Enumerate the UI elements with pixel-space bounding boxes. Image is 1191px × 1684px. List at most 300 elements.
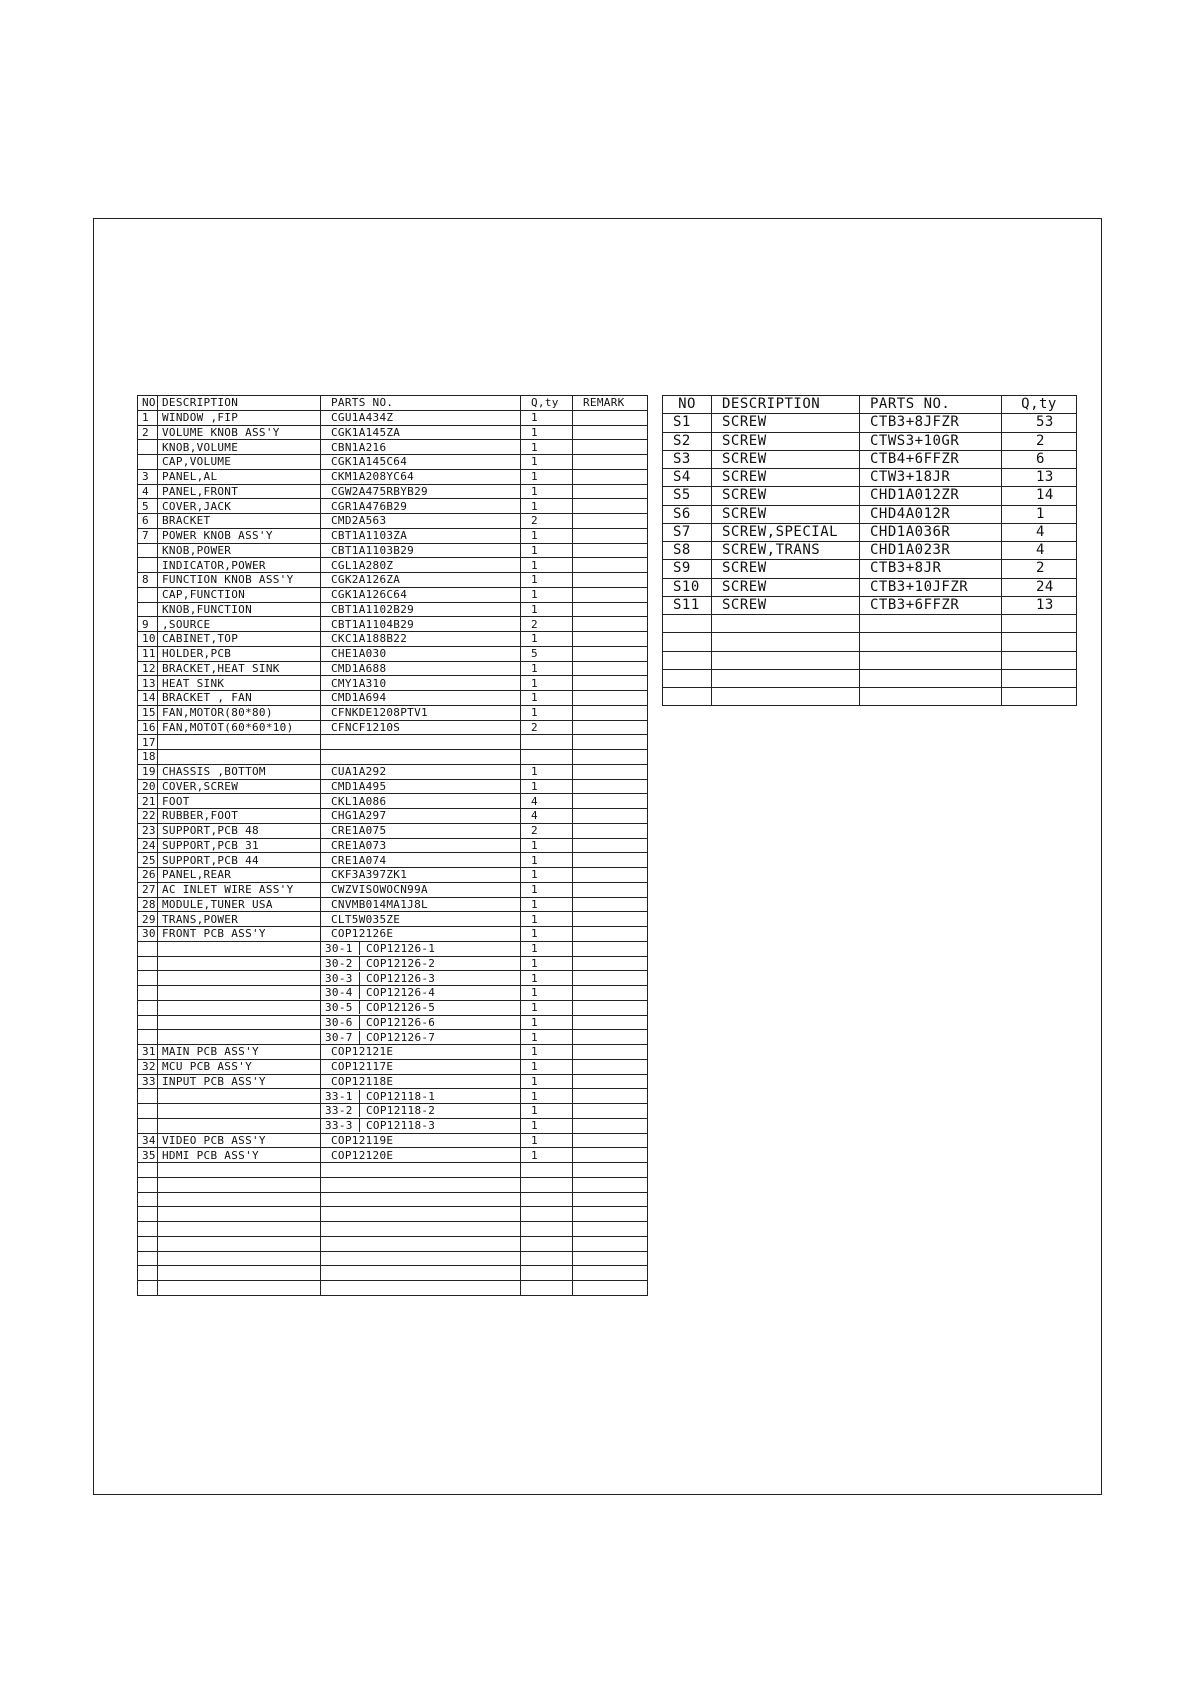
cell-qty: 4	[1002, 523, 1077, 541]
cell-remark	[573, 986, 648, 1001]
cell-no: 7	[138, 528, 158, 543]
table-row	[138, 897, 648, 912]
cell-qty: 1	[521, 1015, 573, 1030]
cell-sub-no: 30-6	[325, 1016, 360, 1029]
cell-sub-part: COP12126-6	[366, 1015, 436, 1029]
table-row	[138, 720, 648, 735]
cell-parts-no: CBT1A1102B29	[321, 602, 521, 617]
cell-sub-part: COP12118-1	[366, 1089, 436, 1103]
cell-qty: 1	[1002, 505, 1077, 523]
cell-sub-part: COP12126-5	[366, 1001, 436, 1015]
cell-qty: 1	[521, 853, 573, 868]
cell-parts-no: CHG1A297	[321, 809, 521, 824]
cell-no	[138, 941, 158, 956]
cell-remark	[573, 455, 648, 470]
table-row	[663, 487, 1077, 505]
cell-parts-no: CGU1A434Z	[321, 410, 521, 425]
cell-no	[138, 1104, 158, 1119]
cell-remark	[573, 1177, 648, 1192]
cell-qty: 1	[521, 956, 573, 971]
cell-remark	[573, 1045, 648, 1060]
cell-qty: 1	[521, 499, 573, 514]
cell-remark	[573, 573, 648, 588]
cell-no: 11	[138, 646, 158, 661]
cell-remark	[573, 1281, 648, 1296]
cell-remark	[573, 705, 648, 720]
cell-parts-no: CGL1A280Z	[321, 558, 521, 573]
cell-parts-no: COP12121E	[321, 1045, 521, 1060]
cell-qty	[521, 1163, 573, 1178]
cell-no: 29	[138, 912, 158, 927]
cell-sub-no: 30-4	[325, 986, 360, 999]
cell-parts-no: CBT1A1104B29	[321, 617, 521, 632]
table-row	[138, 1251, 648, 1266]
cell-qty: 1	[521, 573, 573, 588]
table-row	[138, 912, 648, 927]
table-row	[138, 823, 648, 838]
cell-no: 31	[138, 1045, 158, 1060]
cell-remark	[573, 838, 648, 853]
cell-no: 25	[138, 853, 158, 868]
cell-no	[138, 1192, 158, 1207]
cell-qty: 1	[521, 1148, 573, 1163]
cell-remark	[573, 1118, 648, 1133]
cell-remark	[573, 764, 648, 779]
header-parts-no: PARTS NO.	[321, 396, 521, 411]
cell-qty: 2	[521, 720, 573, 735]
cell-description: CHASSIS ,BOTTOM	[158, 764, 321, 779]
cell-no	[138, 1030, 158, 1045]
cell-no: 22	[138, 809, 158, 824]
cell-qty: 1	[521, 691, 573, 706]
cell-qty: 1	[521, 868, 573, 883]
cell-parts-no	[321, 1015, 521, 1030]
table-row	[138, 705, 648, 720]
cell-description: KNOB,POWER	[158, 543, 321, 558]
cell-remark	[573, 528, 648, 543]
cell-no: 2	[138, 425, 158, 440]
cell-parts-no: CGW2A475RBYB29	[321, 484, 521, 499]
cell-description: WINDOW ,FIP	[158, 410, 321, 425]
cell-description	[158, 1192, 321, 1207]
cell-qty: 1	[521, 1045, 573, 1060]
cell-remark	[573, 809, 648, 824]
cell-remark	[573, 794, 648, 809]
cell-description	[158, 1015, 321, 1030]
cell-parts-no	[321, 1251, 521, 1266]
table-row	[138, 1118, 648, 1133]
header-qty: Q,ty	[521, 396, 573, 411]
cell-parts-no	[321, 735, 521, 750]
cell-description	[158, 956, 321, 971]
cell-parts-no: CTWS3+10GR	[860, 432, 1002, 450]
cell-parts-no: COP12120E	[321, 1148, 521, 1163]
cell-no	[138, 440, 158, 455]
cell-remark	[573, 735, 648, 750]
cell-description	[158, 1207, 321, 1222]
cell-parts-no: CTB3+8JR	[860, 560, 1002, 578]
table-row	[138, 838, 648, 853]
cell-remark	[573, 661, 648, 676]
table-row	[138, 1015, 648, 1030]
table-row	[138, 735, 648, 750]
table-row	[138, 543, 648, 558]
cell-description: SCREW	[712, 414, 860, 432]
table-row	[138, 1222, 648, 1237]
cell-remark	[573, 1192, 648, 1207]
cell-parts-no: CHE1A030	[321, 646, 521, 661]
cell-parts-no	[321, 1104, 521, 1119]
cell-description	[158, 735, 321, 750]
cell-parts-no: COP12118E	[321, 1074, 521, 1089]
cell-sub-no: 33-1	[325, 1090, 360, 1103]
cell-remark	[573, 425, 648, 440]
cell-parts-no: CHD1A023R	[860, 542, 1002, 560]
table-row	[138, 1177, 648, 1192]
cell-qty: 2	[1002, 560, 1077, 578]
screw-list-table	[662, 395, 1077, 706]
cell-no	[138, 971, 158, 986]
cell-no: 20	[138, 779, 158, 794]
cell-remark	[573, 1059, 648, 1074]
cell-remark	[573, 882, 648, 897]
cell-description	[158, 1281, 321, 1296]
cell-qty: 1	[521, 1074, 573, 1089]
cell-parts-no	[860, 633, 1002, 651]
cell-no: 21	[138, 794, 158, 809]
cell-no	[138, 587, 158, 602]
cell-no: 19	[138, 764, 158, 779]
cell-no: S11	[663, 596, 712, 614]
cell-parts-no: CGR1A476B29	[321, 499, 521, 514]
cell-no: 33	[138, 1074, 158, 1089]
cell-no	[138, 558, 158, 573]
cell-parts-no: CFNKDE1208PTV1	[321, 705, 521, 720]
cell-qty: 2	[521, 514, 573, 529]
cell-qty: 1	[521, 1104, 573, 1119]
cell-parts-no	[860, 615, 1002, 633]
cell-description: INPUT PCB ASS'Y	[158, 1074, 321, 1089]
table-row	[138, 1148, 648, 1163]
cell-qty: 1	[521, 1000, 573, 1015]
cell-description: FOOT	[158, 794, 321, 809]
cell-qty: 1	[521, 528, 573, 543]
cell-qty: 1	[521, 941, 573, 956]
cell-no: 5	[138, 499, 158, 514]
table-row	[138, 1045, 648, 1060]
cell-description: SCREW	[712, 487, 860, 505]
cell-description: MAIN PCB ASS'Y	[158, 1045, 321, 1060]
cell-no	[138, 1015, 158, 1030]
cell-no: 16	[138, 720, 158, 735]
cell-description: COVER,JACK	[158, 499, 321, 514]
table-row	[138, 809, 648, 824]
cell-parts-no: CBT1A1103ZA	[321, 528, 521, 543]
cell-parts-no: CGK1A126C64	[321, 587, 521, 602]
cell-parts-no: CTB3+6FFZR	[860, 596, 1002, 614]
cell-parts-no: CGK2A126ZA	[321, 573, 521, 588]
cell-description: HOLDER,PCB	[158, 646, 321, 661]
cell-parts-no	[321, 1089, 521, 1104]
cell-no: 17	[138, 735, 158, 750]
cell-qty: 1	[521, 912, 573, 927]
cell-no	[138, 1222, 158, 1237]
cell-no: 28	[138, 897, 158, 912]
cell-qty: 1	[521, 779, 573, 794]
cell-qty: 1	[521, 440, 573, 455]
cell-description	[158, 1177, 321, 1192]
cell-qty: 13	[1002, 596, 1077, 614]
cell-qty: 1	[521, 1118, 573, 1133]
table-row	[663, 560, 1077, 578]
cell-parts-no: CKM1A208YC64	[321, 469, 521, 484]
table-row	[138, 1192, 648, 1207]
cell-description: SCREW	[712, 560, 860, 578]
table-row	[138, 794, 648, 809]
cell-qty	[1002, 688, 1077, 706]
cell-remark	[573, 410, 648, 425]
cell-description: BRACKET , FAN	[158, 691, 321, 706]
cell-parts-no	[321, 956, 521, 971]
cell-description: FUNCTION KNOB ASS'Y	[158, 573, 321, 588]
parts-list-table	[137, 395, 648, 1296]
cell-remark	[573, 823, 648, 838]
cell-no	[138, 1207, 158, 1222]
cell-remark	[573, 912, 648, 927]
cell-qty: 1	[521, 1059, 573, 1074]
cell-sub-no: 33-2	[325, 1104, 360, 1117]
cell-parts-no: CTB4+6FFZR	[860, 450, 1002, 468]
cell-qty: 1	[521, 927, 573, 942]
cell-qty	[1002, 615, 1077, 633]
cell-description	[158, 1118, 321, 1133]
cell-description: HEAT SINK	[158, 676, 321, 691]
cell-description: CAP,FUNCTION	[158, 587, 321, 602]
cell-no	[663, 651, 712, 669]
header-no: NO	[663, 396, 712, 414]
cell-qty: 1	[521, 425, 573, 440]
cell-description: MODULE,TUNER USA	[158, 897, 321, 912]
cell-parts-no: CMY1A310	[321, 676, 521, 691]
cell-sub-no: 30-1	[325, 942, 360, 955]
cell-qty: 2	[1002, 432, 1077, 450]
table-row	[138, 587, 648, 602]
cell-parts-no: CKL1A086	[321, 794, 521, 809]
cell-parts-no	[860, 669, 1002, 687]
cell-sub-part: COP12126-3	[366, 971, 436, 985]
table-row	[663, 432, 1077, 450]
cell-no	[138, 1251, 158, 1266]
table-row	[663, 615, 1077, 633]
cell-remark	[573, 941, 648, 956]
cell-parts-no: CRE1A075	[321, 823, 521, 838]
cell-parts-no: CHD4A012R	[860, 505, 1002, 523]
table-row	[138, 1236, 648, 1251]
table-row	[138, 528, 648, 543]
cell-no: S5	[663, 487, 712, 505]
table-row	[138, 1030, 648, 1045]
cell-qty: 1	[521, 632, 573, 647]
cell-description	[712, 669, 860, 687]
cell-description: SUPPORT,PCB 44	[158, 853, 321, 868]
cell-parts-no: CRE1A074	[321, 853, 521, 868]
cell-qty: 13	[1002, 469, 1077, 487]
cell-description: SCREW,TRANS	[712, 542, 860, 560]
cell-description: VIDEO PCB ASS'Y	[158, 1133, 321, 1148]
cell-description: FAN,MOTOR(80*80)	[158, 705, 321, 720]
cell-remark	[573, 1104, 648, 1119]
cell-remark	[573, 1000, 648, 1015]
table-row	[138, 1089, 648, 1104]
cell-no	[663, 669, 712, 687]
cell-qty: 1	[521, 558, 573, 573]
cell-no	[138, 986, 158, 1001]
cell-parts-no	[321, 1222, 521, 1237]
cell-description: SCREW	[712, 596, 860, 614]
table-row	[663, 542, 1077, 560]
cell-qty: 1	[521, 587, 573, 602]
cell-remark	[573, 1089, 648, 1104]
cell-sub-part: COP12126-4	[366, 986, 436, 1000]
cell-sub-no: 33-3	[325, 1119, 360, 1132]
table-row	[138, 1059, 648, 1074]
cell-no: S8	[663, 542, 712, 560]
cell-sub-part: COP12126-2	[366, 956, 436, 970]
cell-qty	[1002, 633, 1077, 651]
cell-description	[158, 750, 321, 765]
cell-remark	[573, 484, 648, 499]
cell-description: SCREW	[712, 505, 860, 523]
cell-remark	[573, 617, 648, 632]
cell-qty: 1	[521, 1089, 573, 1104]
cell-description: FAN,MOTOT(60*60*10)	[158, 720, 321, 735]
cell-parts-no: CBN1A216	[321, 440, 521, 455]
cell-remark	[573, 1222, 648, 1237]
table-row	[138, 558, 648, 573]
cell-remark	[573, 632, 648, 647]
cell-no: 35	[138, 1148, 158, 1163]
cell-qty: 1	[521, 676, 573, 691]
cell-description	[158, 1000, 321, 1015]
cell-no: S3	[663, 450, 712, 468]
cell-no: 4	[138, 484, 158, 499]
cell-parts-no: CUA1A292	[321, 764, 521, 779]
cell-description	[158, 971, 321, 986]
cell-parts-no: CLT5W035ZE	[321, 912, 521, 927]
cell-parts-no	[321, 1118, 521, 1133]
table-row	[663, 651, 1077, 669]
cell-no: 30	[138, 927, 158, 942]
cell-no: 6	[138, 514, 158, 529]
table-row	[138, 882, 648, 897]
cell-remark	[573, 927, 648, 942]
cell-remark	[573, 1148, 648, 1163]
cell-description	[158, 1222, 321, 1237]
cell-sub-part: COP12118-2	[366, 1104, 436, 1118]
cell-description	[158, 1251, 321, 1266]
cell-qty: 1	[521, 469, 573, 484]
cell-no	[138, 1236, 158, 1251]
cell-qty	[521, 1177, 573, 1192]
cell-remark	[573, 720, 648, 735]
cell-no	[138, 1000, 158, 1015]
cell-description: POWER KNOB ASS'Y	[158, 528, 321, 543]
cell-qty: 1	[521, 1133, 573, 1148]
cell-no	[138, 1163, 158, 1178]
table-row	[138, 927, 648, 942]
cell-parts-no	[321, 1177, 521, 1192]
table-row	[138, 1163, 648, 1178]
table-row	[138, 1207, 648, 1222]
cell-qty	[521, 750, 573, 765]
cell-parts-no: CMD1A694	[321, 691, 521, 706]
cell-parts-no	[321, 1281, 521, 1296]
cell-no: 15	[138, 705, 158, 720]
table-row	[138, 410, 648, 425]
cell-description: CABINET,TOP	[158, 632, 321, 647]
cell-qty: 6	[1002, 450, 1077, 468]
cell-remark	[573, 587, 648, 602]
cell-qty: 4	[1002, 542, 1077, 560]
cell-description	[158, 941, 321, 956]
cell-remark	[573, 1251, 648, 1266]
cell-no: S6	[663, 505, 712, 523]
cell-qty: 4	[521, 809, 573, 824]
table-row	[138, 941, 648, 956]
header-parts-no: PARTS NO.	[860, 396, 1002, 414]
cell-remark	[573, 558, 648, 573]
cell-description: SUPPORT,PCB 48	[158, 823, 321, 838]
cell-remark	[573, 543, 648, 558]
cell-no: 13	[138, 676, 158, 691]
cell-no	[138, 1177, 158, 1192]
cell-no: S1	[663, 414, 712, 432]
cell-qty	[1002, 651, 1077, 669]
cell-no: S10	[663, 578, 712, 596]
cell-parts-no	[321, 1207, 521, 1222]
cell-description: ,SOURCE	[158, 617, 321, 632]
table-row	[663, 633, 1077, 651]
cell-qty: 4	[521, 794, 573, 809]
cell-parts-no: COP12119E	[321, 1133, 521, 1148]
cell-remark	[573, 868, 648, 883]
cell-sub-no: 30-7	[325, 1031, 360, 1044]
table-row	[138, 986, 648, 1001]
cell-remark	[573, 1015, 648, 1030]
cell-parts-no	[321, 986, 521, 1001]
table-row	[138, 573, 648, 588]
cell-no: 9	[138, 617, 158, 632]
cell-remark	[573, 440, 648, 455]
table-row	[138, 484, 648, 499]
cell-no: 24	[138, 838, 158, 853]
table-row	[138, 750, 648, 765]
cell-qty	[521, 1236, 573, 1251]
cell-description: KNOB,FUNCTION	[158, 602, 321, 617]
table-row	[138, 661, 648, 676]
cell-remark	[573, 779, 648, 794]
cell-qty: 1	[521, 602, 573, 617]
cell-parts-no: CMD1A495	[321, 779, 521, 794]
table-row	[138, 853, 648, 868]
table-row	[663, 688, 1077, 706]
table-row	[138, 425, 648, 440]
cell-sub-part: COP12126-7	[366, 1030, 436, 1044]
table-row	[138, 956, 648, 971]
header-no: NO	[138, 396, 158, 411]
cell-parts-no: CMD1A688	[321, 661, 521, 676]
cell-no: 12	[138, 661, 158, 676]
